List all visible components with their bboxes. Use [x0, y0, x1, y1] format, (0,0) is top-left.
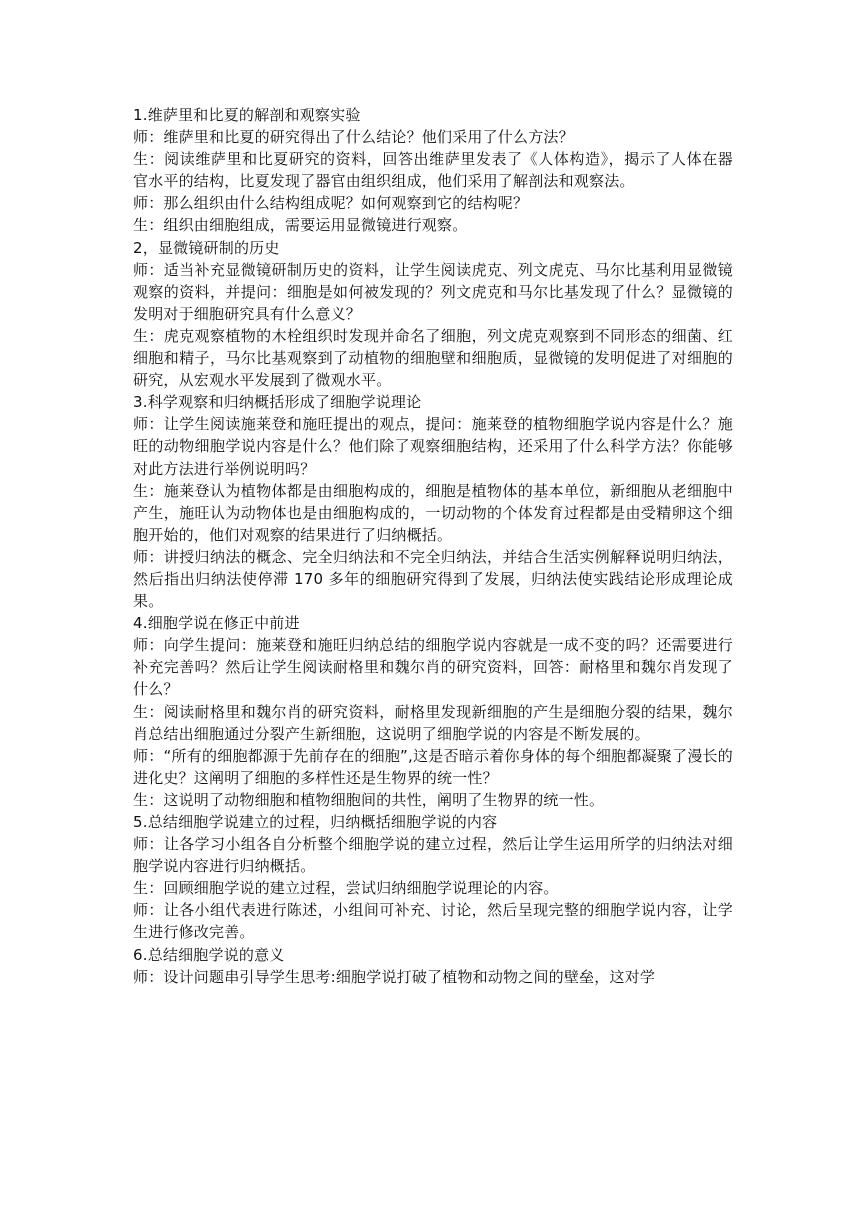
teacher-paragraph: 师：适当补充显微镜研制历史的资料，让学生阅读虎克、列文虎克、马尔比基利用显微镜观察的资料，并提问：细胞是如何被发现的？列文虎克和马尔比基发现了什么？显微镜的发明对于细胞研究具有什么意义？ [133, 260, 733, 323]
teacher-paragraph: 师：“所有的细胞都源于先前存在的细胞”,这是否暗示着你身体的每个细胞都凝聚了漫长的进化史？这阐明了细胞的多样性还是生物界的统一性？ [133, 746, 733, 787]
student-paragraph: 生：阅读维萨里和比夏研究的资料，回答出维萨里发表了《人体构造》，揭示了人体在器官水平的结构，比夏发现了器官由组织组成，他们采用了解剖法和观察法。 [133, 150, 733, 191]
teacher-paragraph: 师：讲授归纳法的概念、完全归纳法和不完全归纳法，并结合生活实例解释说明归纳法，然后指出归纳法使停滞 170 多年的细胞研究得到了发展，归纳法使实践结论形成理论成果。 [133, 547, 733, 611]
teacher-paragraph: 师：向学生提问：施莱登和施旺归纳总结的细胞学说内容就是一成不变的吗？还需要进行补充完善吗？然后让学生阅读耐格里和魏尔肖的研究资料，回答：耐格里和魏尔肖发现了什么？ [133, 636, 733, 699]
student-paragraph: 生：施莱登认为植物体都是由细胞构成的，细胞是植物体的基本单位，新细胞从老细胞中产生，施旺认为动物体也是由细胞构成的，一切动物的个体发育过程都是由受精卵这个细胞开始的，他们对观察的结果进行了归纳概括。 [133, 481, 733, 544]
teacher-paragraph: 师：让学生阅读施莱登和施旺提出的观点，提问：施莱登的植物细胞学说内容是什么？施旺的动物细胞学说内容是什么？他们除了观察细胞结构，还采用了什么科学方法？你能够对此方法进行举例说明吗？ [133, 415, 733, 478]
section-heading: 1.维萨里和比夏的解剖和观察实验 [133, 106, 361, 124]
section-heading: 5.总结细胞学说建立的过程，归纳概括细胞学说的内容 [133, 813, 498, 831]
section-heading: 2，显微镜研制的历史 [133, 238, 280, 257]
document-body [133, 104, 733, 988]
teacher-paragraph: 师：让各学习小组各自分析整个细胞学说的建立过程，然后让学生运用所学的归纳法对细胞学说内容进行归纳概括。 [133, 835, 733, 876]
teacher-paragraph: 师：那么组织由什么结构组成呢？如何观察到它的结构呢？ [133, 194, 529, 213]
student-paragraph: 生：组织由细胞组成，需要运用显微镜进行观察。 [133, 216, 468, 235]
section-heading: 4.细胞学说在修正中前进 [133, 614, 300, 633]
student-paragraph: 生：虎克观察植物的木栓组织时发现并命名了细胞，列文虎克观察到不同形态的细菌、红细胞和精子，马尔比基观察到了动植物的细胞壁和细胞质，显微镜的发明促进了对细胞的研究，从宏观水平发展到了微观水平。 [133, 326, 733, 390]
teacher-paragraph: 师：设计问题串引导学生思考:细胞学说打破了植物和动物之间的壁垒，这对学 [133, 967, 656, 986]
teacher-paragraph: 师：让各小组代表进行陈述，小组间可补充、讨论，然后呈现完整的细胞学说内容，让学生进行修改完善。 [133, 901, 733, 942]
student-paragraph: 生：这说明了动物细胞和植物细胞间的共性，阐明了生物界的统一性。 [133, 790, 605, 809]
teacher-paragraph: 师：维萨里和比夏的研究得出了什么结论？他们采用了什么方法？ [133, 128, 574, 147]
section-heading: 6.总结细胞学说的意义 [133, 945, 285, 964]
student-paragraph: 生：回顾细胞学说的建立过程，尝试归纳细胞学说理论的内容。 [133, 879, 559, 898]
student-paragraph: 生：阅读耐格里和魏尔肖的研究资料，耐格里发现新细胞的产生是细胞分裂的结果，魏尔肖总结出细胞通过分裂产生新细胞，这说明了细胞学说的内容是不断发展的。 [133, 702, 733, 743]
section-heading: 3.科学观察和归纳概括形成了细胞学说理论 [133, 393, 422, 412]
